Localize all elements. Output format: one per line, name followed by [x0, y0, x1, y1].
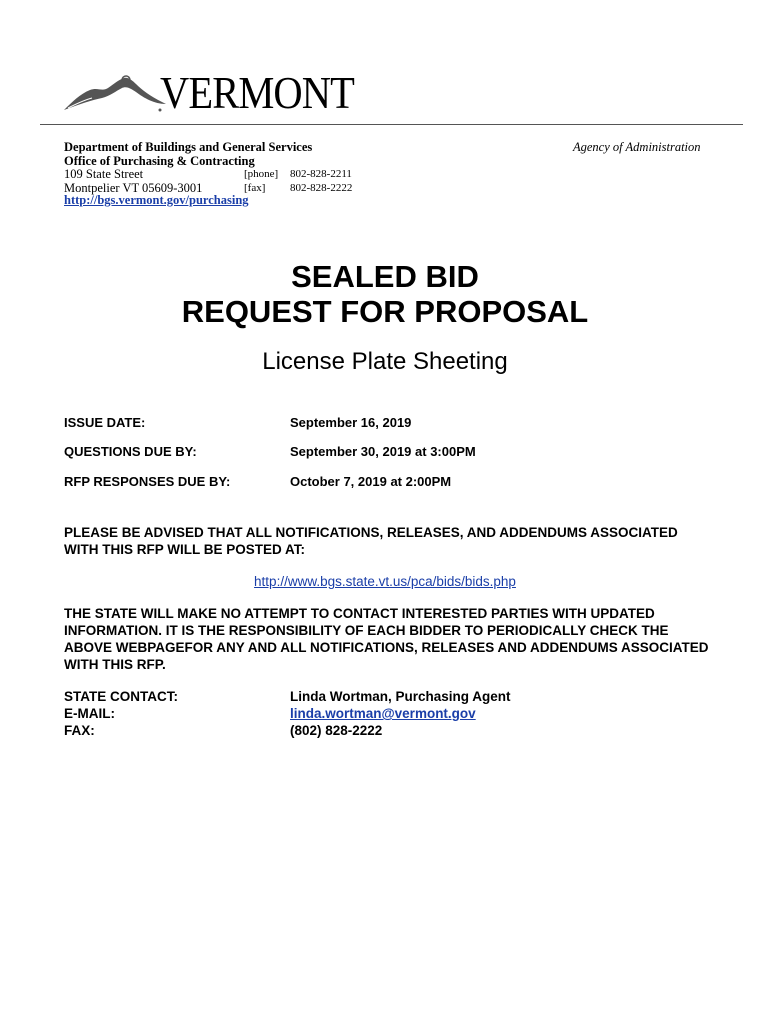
department-name: Department of Buildings and General Services — [64, 140, 313, 154]
fax-value: (802) 828-2222 — [290, 723, 383, 738]
office-name: Office of Purchasing & Contracting — [64, 154, 255, 168]
phone-number: 802-828-2211 — [290, 168, 352, 180]
bids-page-link[interactable]: http://www.bgs.state.vt.us/pca/bids/bids.php — [254, 574, 516, 589]
issue-date-value: September 16, 2019 — [290, 415, 412, 430]
responses-due-label: RFP RESPONSES DUE BY: — [64, 474, 231, 489]
rfp-subject: License Plate Sheeting — [262, 348, 508, 375]
title-sealed-bid: SEALED BID — [291, 259, 479, 294]
responses-due-value: October 7, 2019 at 2:00PM — [290, 474, 452, 489]
agency-name: Agency of Administration — [573, 140, 701, 154]
advisory-notice: PLEASE BE ADVISED THAT ALL NOTIFICATIONS, RELEASES, AND ADDENDUMS ASSOCIATED WITH THIS RFP WILL BE POSTED AT: — [64, 525, 678, 557]
questions-due-value: September 30, 2019 at 3:00PM — [290, 444, 476, 459]
state-contact-value: Linda Wortman, Purchasing Agent — [290, 689, 511, 704]
email-label: E-MAIL: — [64, 706, 115, 721]
purchasing-website-link[interactable]: http://bgs.vermont.gov/purchasing — [64, 193, 249, 207]
fax-label: FAX: — [64, 723, 95, 738]
city-address: Montpelier VT 05609-3001 — [64, 181, 203, 195]
phone-tag: [phone] — [244, 168, 279, 180]
vermont-mountain-logo-icon — [62, 74, 172, 114]
fax-tag: [fax] — [244, 182, 266, 194]
questions-due-label: QUESTIONS DUE BY: — [64, 444, 197, 459]
fax-number: 802-828-2222 — [290, 182, 353, 194]
state-contact-label: STATE CONTACT: — [64, 689, 178, 704]
street-address: 109 State Street — [64, 167, 144, 181]
responsibility-notice: THE STATE WILL MAKE NO ATTEMPT TO CONTACT INTERESTED PARTIES WITH UPDATED INFORMATION. IT IS THE RESPONSIBILITY OF EACH BIDDER TO PERIODICALLY CHECK THE ABOVE WEBPAGEFOR ANY AND ALL NOTIFICATIONS, RELEASES AND ADDENDUMS ASSOCIATED WITH THIS RFP. — [64, 606, 709, 672]
email-link[interactable]: linda.wortman@vermont.gov — [290, 706, 476, 721]
header-divider — [40, 124, 743, 125]
vermont-logo-wordmark: VERMONT — [160, 67, 354, 118]
title-request-for-proposal: REQUEST FOR PROPOSAL — [181, 294, 589, 329]
issue-date-label: ISSUE DATE: — [64, 415, 146, 430]
